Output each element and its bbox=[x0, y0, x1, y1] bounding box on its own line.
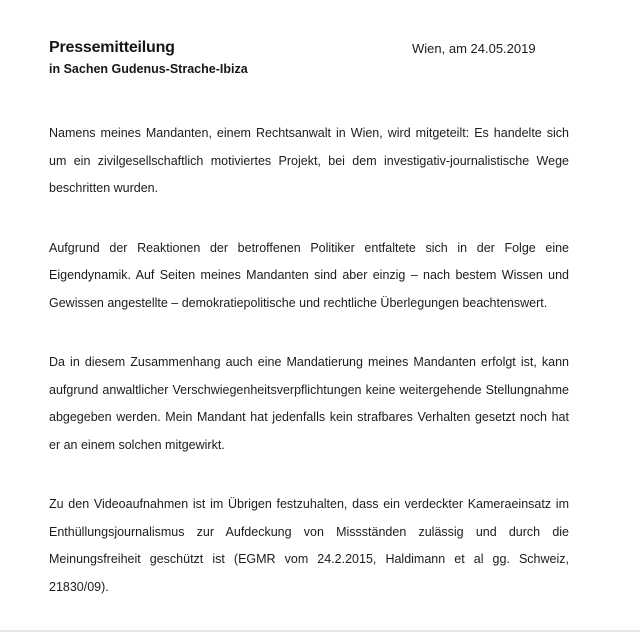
paragraph-3: Da in diesem Zusammenhang auch eine Mandatierung meines Mandanten erfolgt ist, kann aufgrund anwaltlicher Verschwiegenheitsverpflichtungen keine weitergehende Stellungnahme abgegeben werden. Mein Mandant hat jedenfalls kein strafbares Verhalten gesetzt noch hat er an einem solchen mitgewirkt. bbox=[49, 355, 569, 452]
document-subtitle: in Sachen Gudenus-Strache-Ibiza bbox=[49, 62, 248, 76]
document-body bbox=[49, 120, 569, 601]
document-title: Pressemitteilung bbox=[49, 39, 175, 56]
paragraph-2: Aufgrund der Reaktionen der betroffenen Politiker entfaltete sich in der Folge eine Eigendynamik. Auf Seiten meines Mandanten sind aber einzig – nach bestem Wissen und Gewissen angestellte – demokratiepolitische und rechtliche Überlegungen beachtenswert. bbox=[49, 240, 569, 310]
dateline: Wien, am 24.05.2019 bbox=[412, 41, 536, 56]
bottom-divider bbox=[0, 630, 640, 632]
paragraph-4: Zu den Videoaufnahmen ist im Übrigen festzuhalten, dass ein verdeckter Kameraeinsatz im Enthüllungsjournalismus zur Aufdeckung von Missständen zulässig und durch die Meinungsfreiheit geschützt ist (EGMR vom 24.2.2015, Haldimann et al gg. Schweiz, 21830/09). bbox=[49, 497, 569, 594]
paragraph-1: Namens meines Mandanten, einem Rechtsanwalt in Wien, wird mitgeteilt: Es handelte sich um ein zivilgesellschaftlich motiviertes Projekt, bei dem investigativ-journalistische Wege beschritten wurden. bbox=[49, 126, 569, 195]
